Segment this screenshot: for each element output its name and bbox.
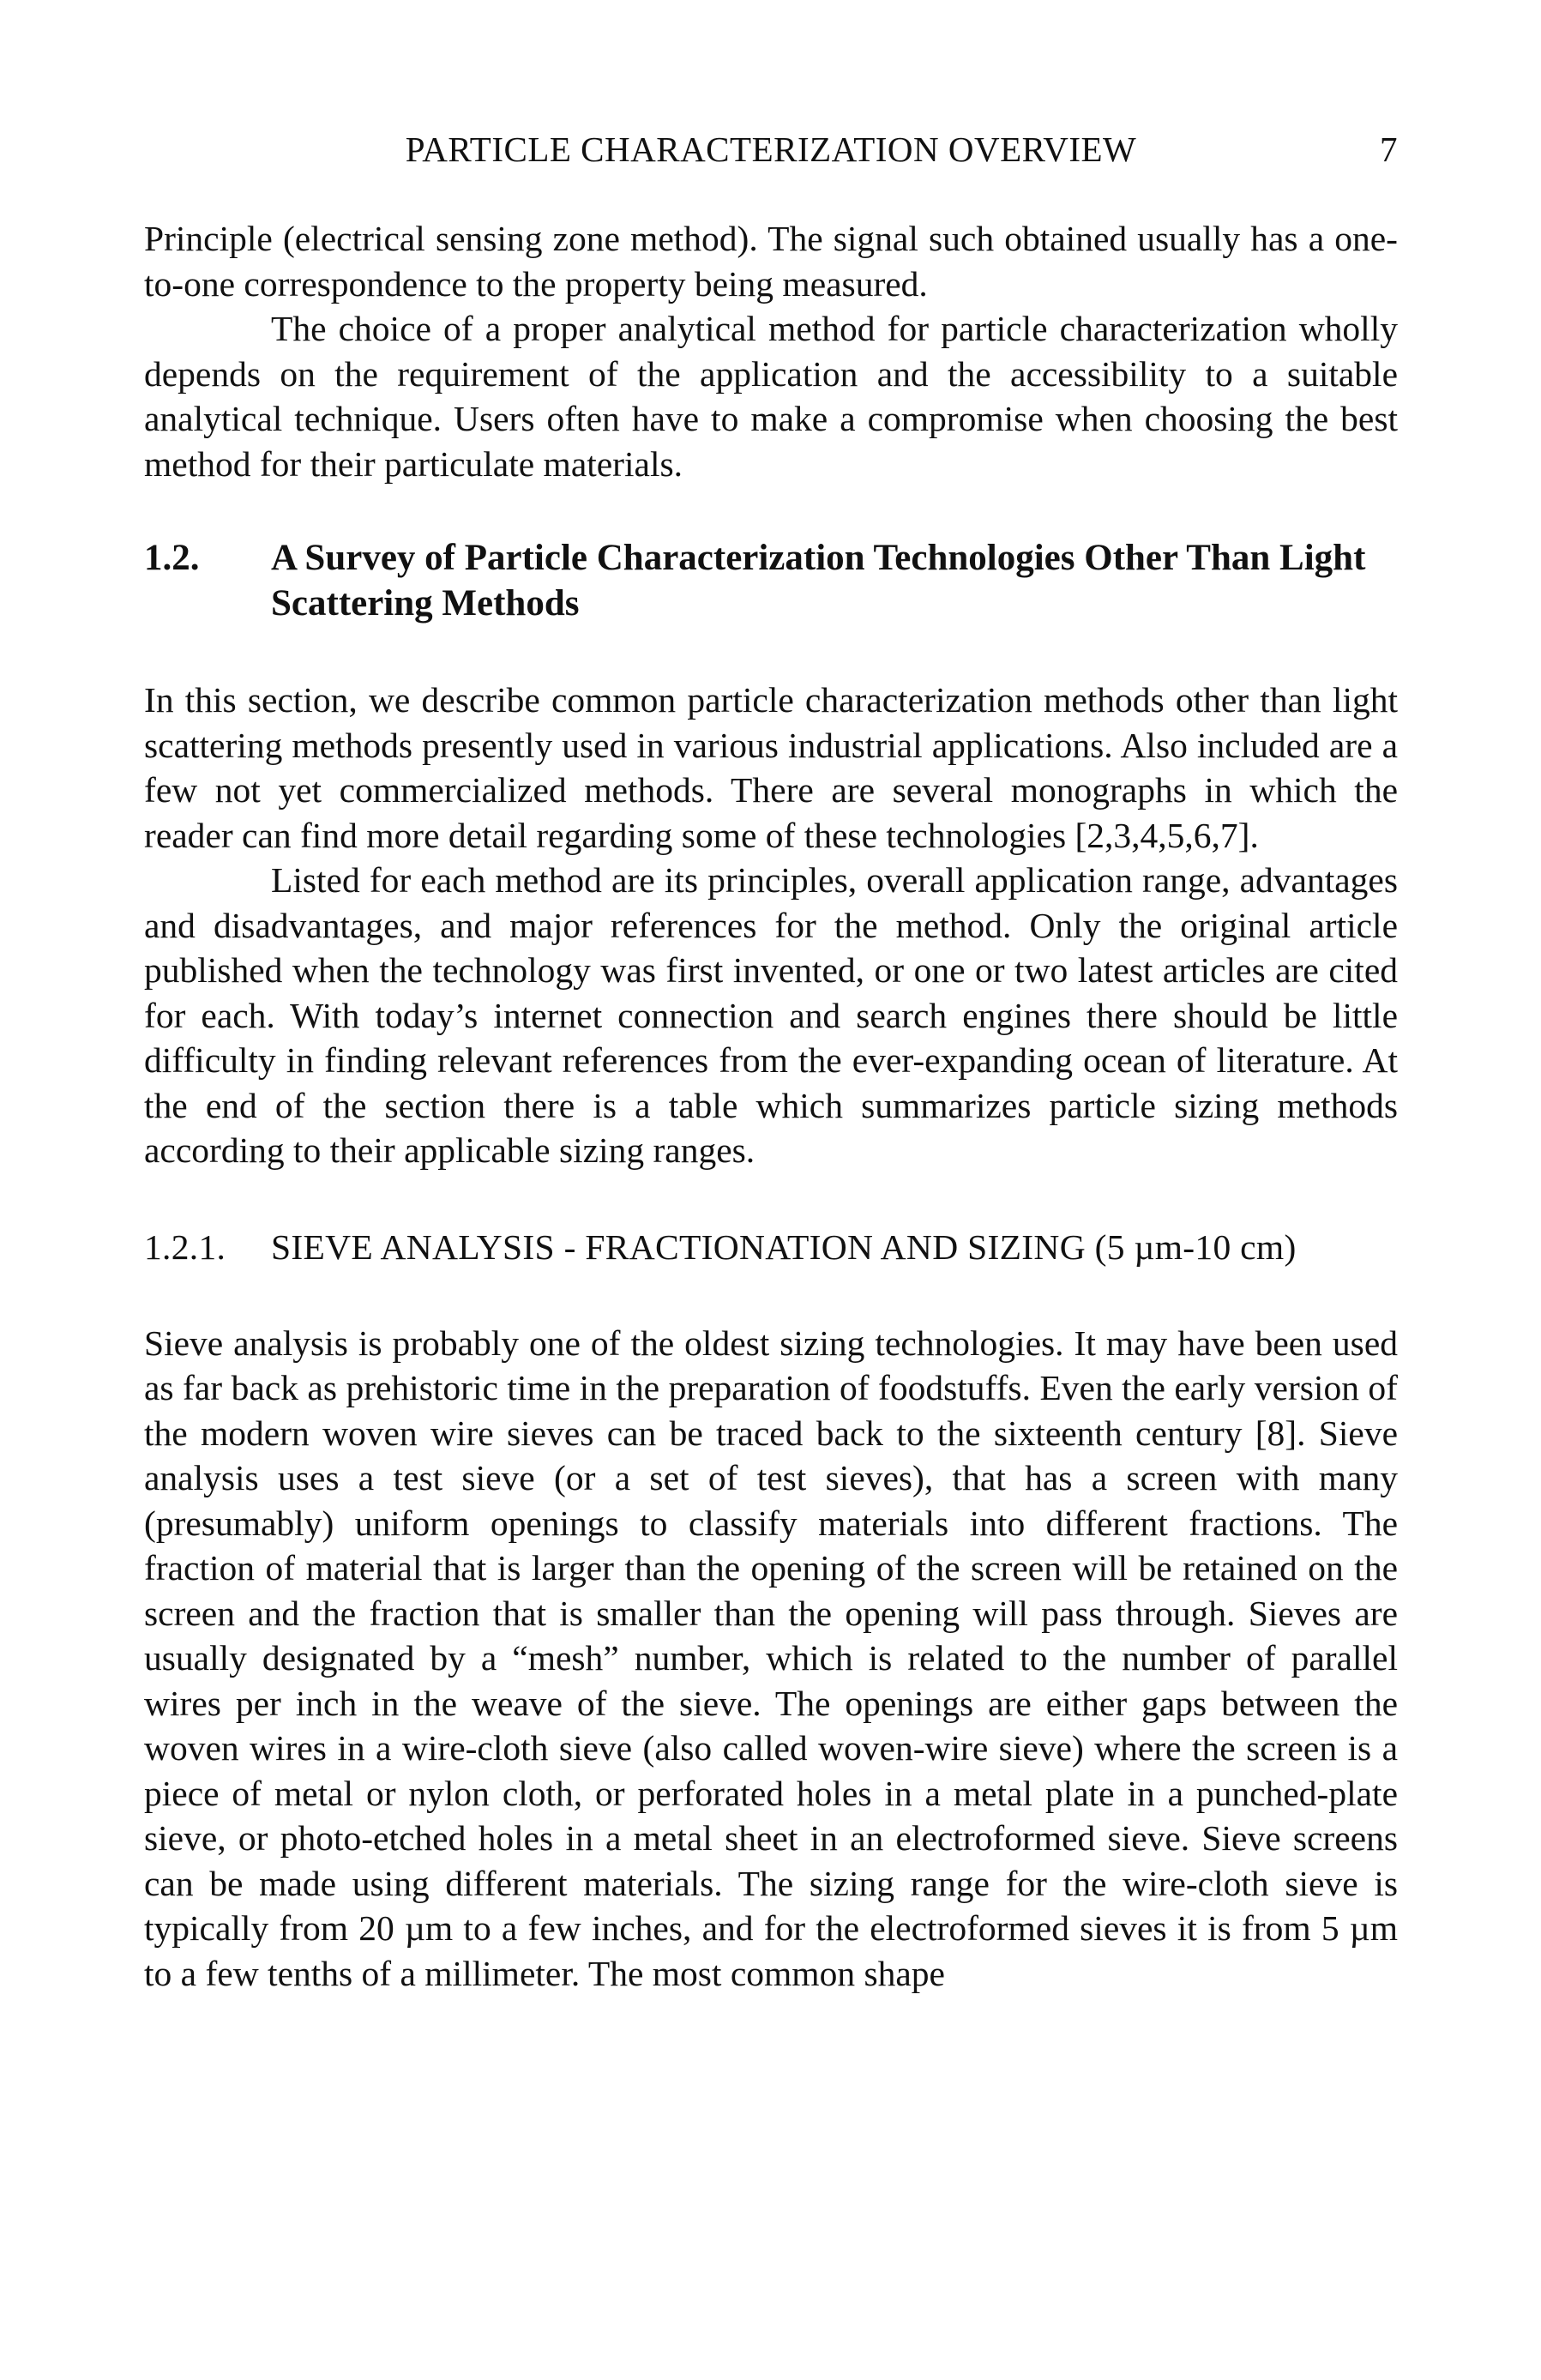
running-title: PARTICLE CHARACTERIZATION OVERVIEW: [405, 130, 1137, 169]
section-paragraph-1: In this section, we describe common particle characterization methods other than light scattering methods presently used in various industrial applications. Also included are a few not yet commercialized methods. There are several monographs in which the reader can find more detail regarding some of these technologies [2,3,4,5,6,7].: [144, 680, 1398, 855]
subsection-number: 1.2.1.: [144, 1226, 226, 1267]
intro-paragraph-1: Principle (electrical sensing zone method). The signal such obtained usually has a one-to-one correspondence to the property being measured.: [144, 219, 1398, 304]
intro-paragraph-2: The choice of a proper analytical method for particle characterization wholly depends on the requirement of the application and the accessibility to a suitable analytical technique. Users often have to make a compromise when choosing the best method for their particulate materials.: [144, 309, 1398, 484]
subsection-paragraph: Sieve analysis is probably one of the oldest sizing technologies. It may have been used as far back as prehistoric time in the preparation of foodstuffs. Even the early version of the modern woven wire sieves can be traced back to the sixteenth century [8]. Sieve analysis uses a test sieve (or a set of test sieves), that has a screen with many (presumably) uniform openings to classify materials into different fractions. The fraction of material that is larger than the opening of the screen will be retained on the screen and the fraction that is smaller than the opening will pass through. Sieves are usually designated by a “mesh” number, which is related to the number of parallel wires per inch in the weave of the sieve. The openings are either gaps between the woven wires in a wire-cloth sieve (also called woven-wire sieve) where the screen is a piece of metal or nylon cloth, or perforated holes in a metal plate in a punched-plate sieve, or photo-etched holes in a metal sheet in an electroformed sieve. Sieve screens can be made using different materials. The sizing range for the wire-cloth sieve is typically from 20 µm to a few inches, and for the electroformed sieves it is from 5 µm to a few tenths of a millimeter. The most common shape: [144, 1323, 1398, 1993]
page-number: 7: [1380, 130, 1398, 169]
subsection-title: SIEVE ANALYSIS - FRACTIONATION AND SIZING (5 µm-10 cm): [271, 1226, 1297, 1267]
running-header: [144, 129, 1398, 180]
section-title: A Survey of Particle Characterization Technologies Other Than Light Scattering Methods: [271, 538, 1366, 624]
section-heading: [144, 535, 1398, 626]
section-paragraph-2: Listed for each method are its principles, overall application range, advantages and disadvantages, and major references for the method. Only the original article published when the technology was first invented, or one or two latest articles are cited for each. With today’s internet connection and search engines there should be little difficulty in finding relevant references from the ever-expanding ocean of literature. At the end of the section there is a table which summarizes particle sizing methods according to their applicable sizing ranges.: [144, 860, 1398, 1170]
section-number: 1.2.: [144, 538, 200, 578]
book-page: [144, 129, 1398, 1996]
subsection-heading: [144, 1225, 1398, 1269]
